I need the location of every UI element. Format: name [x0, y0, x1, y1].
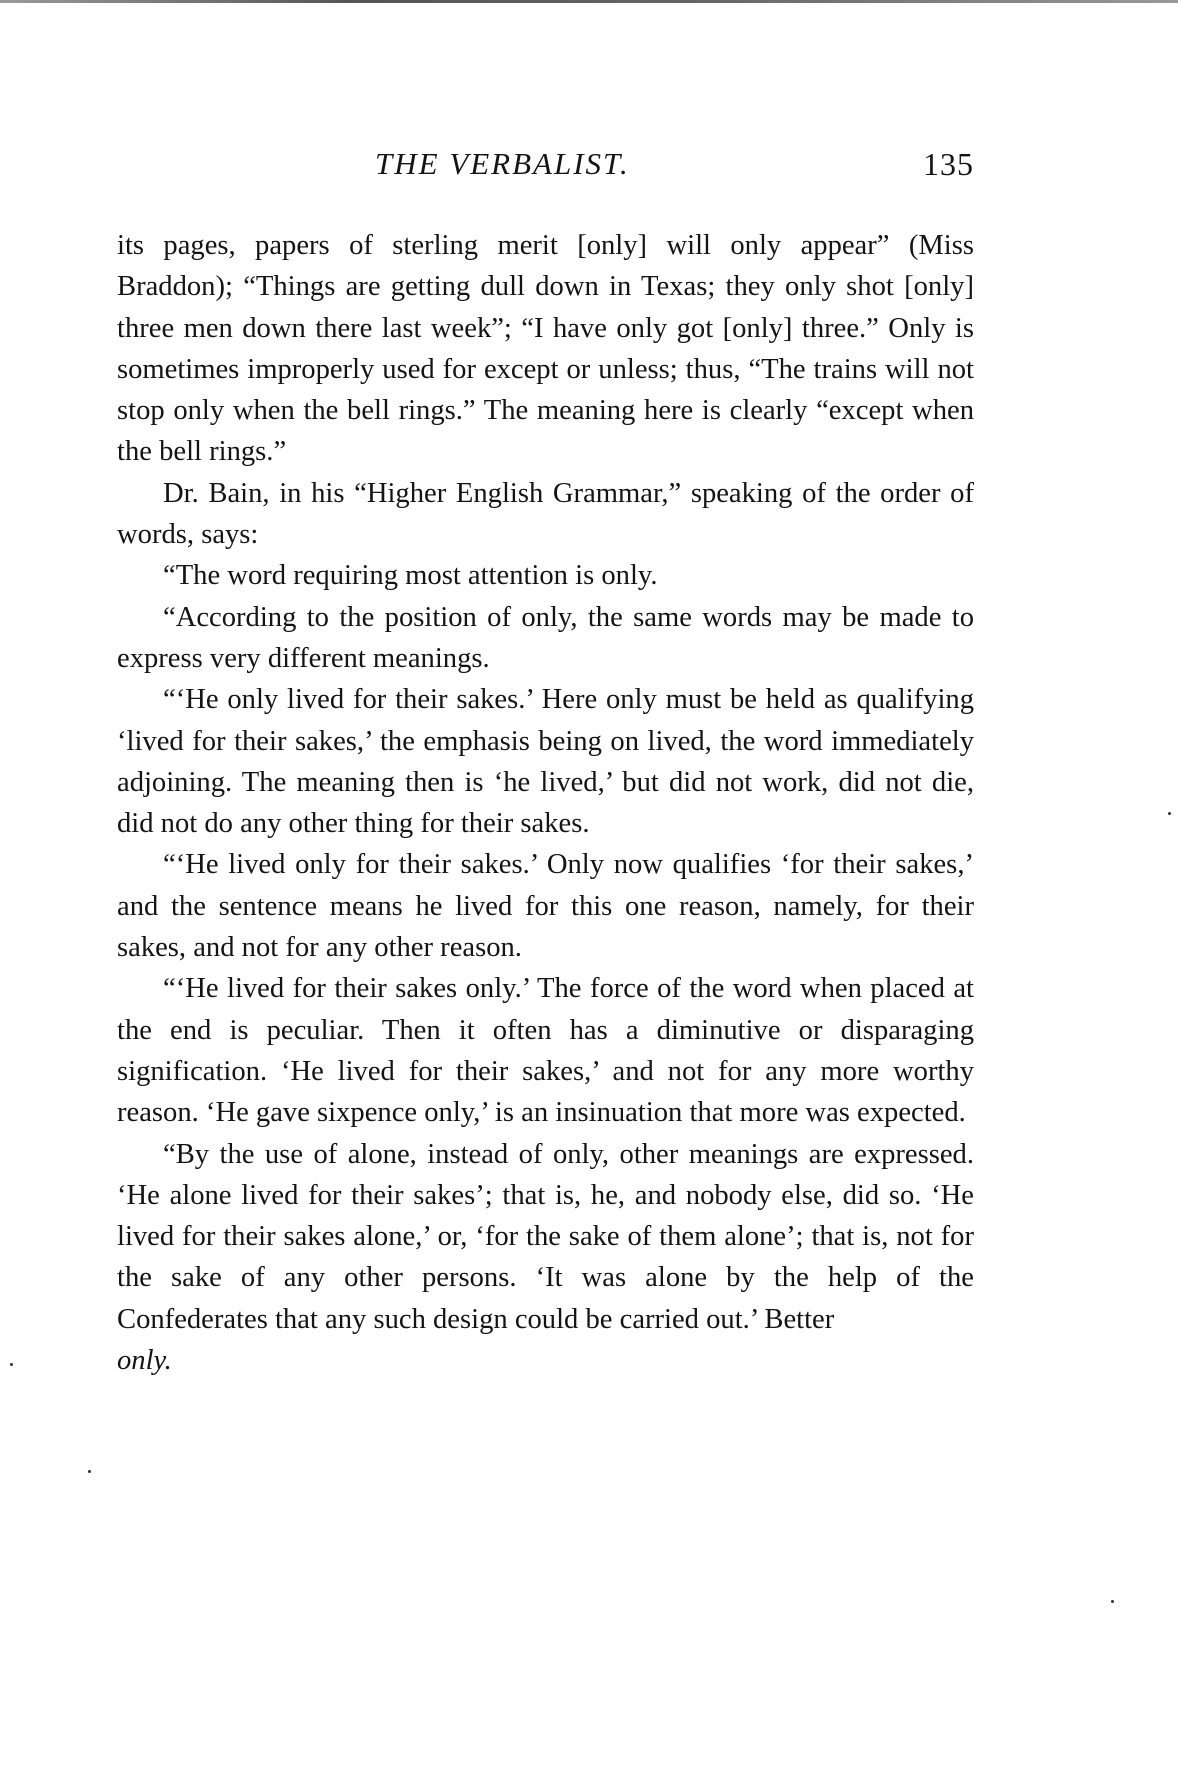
scan-speck: [10, 1363, 13, 1366]
final-word: only.: [117, 1345, 172, 1377]
paragraph-continuation: its pages, papers of sterling merit [only] will only appear” (Miss Braddon); “Things are getting dull down in Texas; they only shot [only] three men down there last week”; “I have only got [only] three.” Only is sometimes improperly used for except or unless; thus, “The trains will not stop only when the bell rings.” The meaning here is clearly “except when the bell rings.”: [117, 230, 974, 468]
quote-paragraph-lived-only: “‘He lived only for their sakes.’ Only now qualifies ‘for their sakes,’ and the sentence means he lived for this one reason, namely, for their sakes, and not for any other reason.: [117, 849, 974, 964]
scan-speck: [1168, 812, 1171, 815]
quote-paragraph-alone: “By the use of alone, instead of only, other meanings are expressed. ‘He alone lived for their sakes’; that is, he, and nobody else, did so. ‘He lived for their sakes alone,’ or, ‘for the sake of them alone’; that is, not for the sake of any other persons. ‘It was alone by the help of the Confederates that any such design could be carried out.’ Better: [117, 1138, 974, 1335]
paragraph-bain-intro: Dr. Bain, in his “Higher English Grammar,” speaking of the order of words, says:: [117, 477, 974, 551]
quote-paragraph-only-lived: “‘He only lived for their sakes.’ Here only must be held as qualifying ‘lived for their sakes,’ the emphasis being on lived, the word immediately adjoining. The meaning then is ‘he lived,’ but did not work, did not die, did not do any other thing for their sakes.: [117, 684, 974, 840]
page-header: [119, 146, 974, 186]
page-number: 135: [923, 146, 974, 182]
quote-paragraph-position: “According to the position of only, the same words may be made to express very different meanings.: [117, 601, 974, 674]
scan-speck: [88, 1470, 91, 1473]
body-text: [117, 225, 974, 1381]
running-title: THE VERBALIST.: [375, 146, 630, 181]
quote-paragraph-sakes-only: “‘He lived for their sakes only.’ The force of the word when placed at the end is peculiar. Then it often has a diminutive or disparaging signification. ‘He lived for their sakes,’ and not for any more worthy reason. ‘He gave sixpence only,’ is an insinuation that more was expected.: [117, 973, 974, 1129]
quote-paragraph-attention: “The word requiring most attention is only.: [163, 560, 658, 592]
scan-speck: [1111, 1600, 1114, 1603]
scan-top-edge: [0, 0, 1178, 3]
